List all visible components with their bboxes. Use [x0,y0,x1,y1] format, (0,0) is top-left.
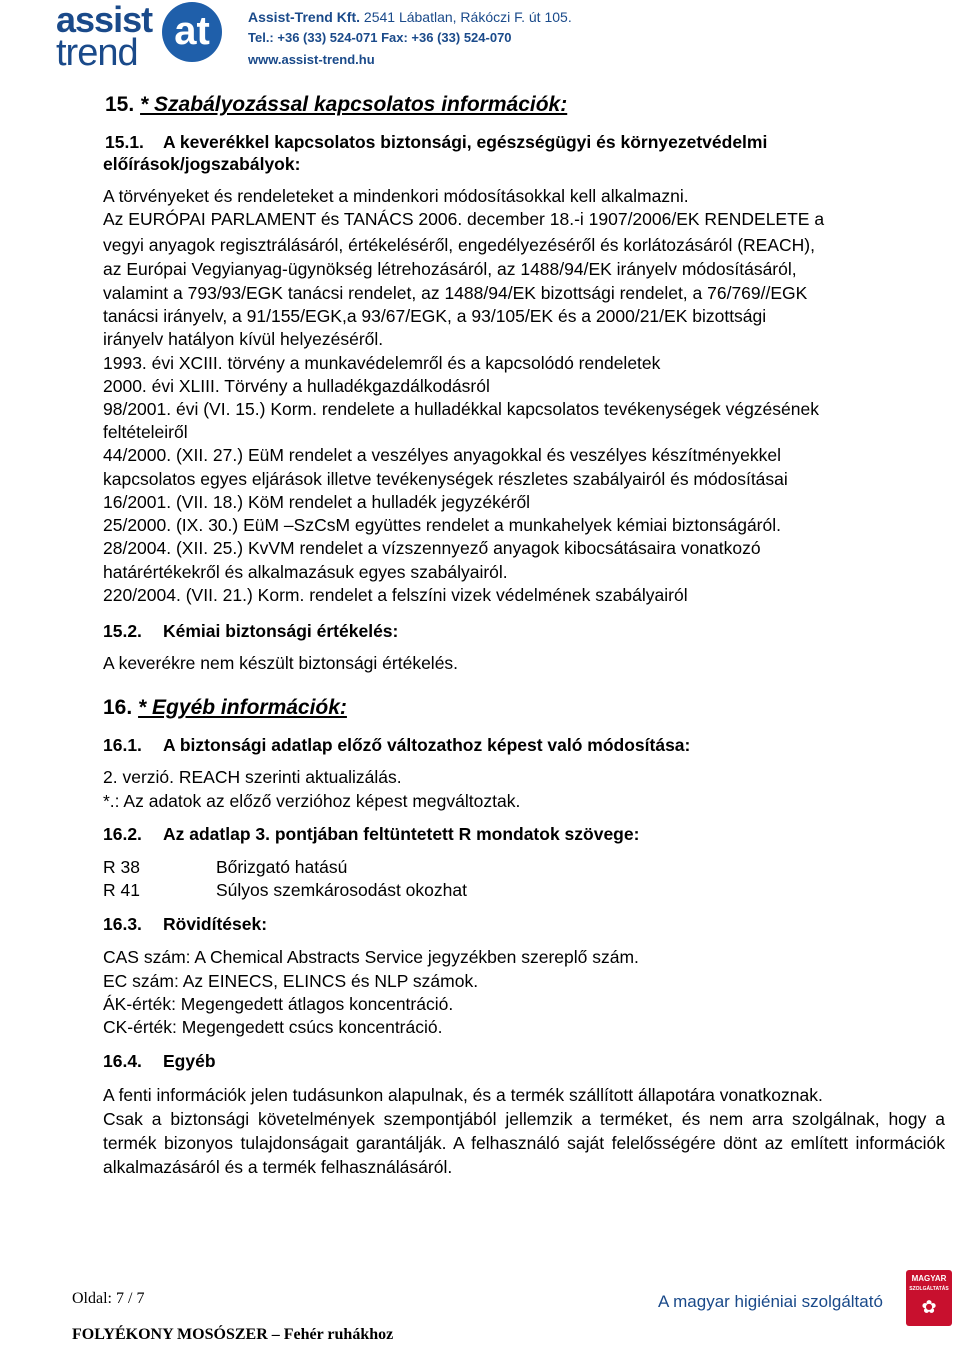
section-15-1-number: 15.1. [105,132,144,152]
r-phrase-code: R 38 [103,857,140,877]
text-line: 28/2004. (XII. 25.) KvVM rendelet a vízszennyező anyagok kibocsátásaira vonatkozó [103,538,761,558]
product-name: FOLYÉKONY MOSÓSZER – Fehér ruhákhoz [72,1326,394,1343]
text-line: 98/2001. évi (VI. 15.) Korm. rendelete a hulladékkal kapcsolatos tevékenységek végzésének [103,399,819,419]
text-line: tanácsi irányelv, a 91/155/EGK,a 93/67/EGK, a 93/105/EK és a 2000/21/EK bizottsági [103,306,767,326]
slogan: A magyar higiéniai szolgáltató [658,1292,883,1311]
text-line: 2000. évi XLIII. Törvény a hulladékgazdálkodásról [103,376,490,396]
text-line: irányelv hatályon kívül helyezéséről. [103,329,384,349]
text-line: Az EURÓPAI PARLAMENT és TANÁCS 2006. december 18.-i 1907/2006/EK RENDELETE a [103,209,825,229]
section-15-1-title-line1: A keverékkel kapcsolatos biztonsági, egészségügyi és környezetvédelmi [163,132,768,152]
section-16-2-number: 16.2. [103,824,142,844]
section-16-1-number: 16.1. [103,735,142,755]
section-16-4-paragraph: Csak a biztonsági követelmények szempontjából jellemzik a terméket, és nem arra szolgálnak, hogy a termék bizonyos tulajdonságait garantálják. A felhasználó saját felelősségére dönt az említett információk alkalmazásáról és a termék felhasználásáról. [103,1109,945,1177]
section-16-4-line1: A fenti információk jelen tudásunkon alapulnak, és a termék szállított állapotára vonatkoznak. [103,1085,823,1105]
text-line: A törvényeket és rendeleteket a mindenkori módosításokkal kell alkalmazni. [103,186,689,206]
logo-mark: at [162,2,222,62]
r-phrase-text: Súlyos szemkárosodást okozhat [216,880,467,900]
text-line: 44/2000. (XII. 27.) EüM rendelet a veszélyes anyagokkal és veszélyes készítményekkel [103,445,781,465]
magyar-szolgaltatas-badge [906,1270,952,1326]
section-15-number: 15. [105,93,135,116]
r-phrase-text: Bőrizgató hatású [216,857,348,877]
company-name: Assist-Trend Kft. [248,9,361,25]
text-line: 25/2000. (IX. 30.) EüM –SzCsM együttes rendelet a munkahelyek kémiai biztonságáról. [103,515,781,535]
logo-assist: assist [56,0,153,40]
section-15-2-title: Kémiai biztonsági értékelés: [163,621,399,641]
section-16-2-title: Az adatlap 3. pontjában feltüntetett R mondatok szövege: [163,824,640,844]
abbreviation: CK-érték: Megengedett csúcs koncentráció. [103,1017,443,1037]
text-line: valamint a 793/93/EGK tanácsi rendelet, az 1488/94/EK bizottsági rendelet, a 76/769//EGK [103,283,808,303]
section-16-3-number: 16.3. [103,914,142,934]
section-15-title: * Szabályozással kapcsolatos információk: [140,93,568,116]
section-15-2-text: A keverékre nem készült biztonsági értékelés. [103,653,459,673]
abbreviation: ÁK-érték: Megengedett átlagos koncentráció. [103,994,454,1014]
section-16-title: * Egyéb információk: [138,696,347,719]
text-line: feltételeiről [103,422,188,442]
text-line: az Európai Vegyianyag-ügynökség létrehozásáról, az 1488/94/EK irányelv módosításáról, [103,259,797,279]
text-line: 220/2004. (VII. 21.) Korm. rendelet a felszíni vizek védelmének szabályairól [103,585,688,605]
text-line: kapcsolatos egyes eljárások illetve tevékenységek részletes szabályairól és módosításai [103,469,788,489]
section-16-1-line1: 2. verzió. REACH szerinti aktualizálás. [103,767,402,787]
section-15-2-number: 15.2. [103,621,142,641]
section-16-1-line2: *.: Az adatok az előző verzióhoz képest megváltoztak. [103,791,521,811]
section-15-heading [105,94,567,116]
page-number: Oldal: 7 / 7 [72,1290,145,1307]
company-info [248,6,572,28]
company-website: www.assist-trend.hu [248,52,375,67]
company-address: 2541 Lábatlan, Rákóczi F. út 105. [363,9,572,25]
section-16-4-title: Egyéb [163,1051,216,1071]
text-line: 1993. évi XCIII. törvény a munkavédelemről és a kapcsolódó rendeletek [103,353,661,373]
logo-trend: trend [56,32,138,74]
r-phrase-code: R 41 [103,880,140,900]
section-16-number: 16. [103,696,133,719]
abbreviation: EC szám: Az EINECS, ELINCS és NLP számok. [103,971,479,991]
company-phone-fax: Tel.: +36 (33) 524-071 Fax: +36 (33) 524-070 [248,30,512,45]
abbreviation: CAS szám: A Chemical Abstracts Service jegyzékben szereplő szám. [103,947,639,967]
text-line: határértékekről és alkalmazásuk egyes szabályairól. [103,562,508,582]
text-line: vegyi anyagok regisztrálásáról, értékeléséről, engedélyezéséről és korlátozásáról (REACH), [103,235,815,255]
section-15-1-title-line2: előírások/jogszabályok: [103,154,301,174]
section-16-3-title: Rövidítések: [163,914,268,934]
text-line: 16/2001. (VII. 18.) KöM rendelet a hulladék jegyzékéről [103,492,531,512]
section-16-4-number: 16.4. [103,1051,142,1071]
badge-icon: ✿ [921,1297,937,1317]
section-16-1-title: A biztonsági adatlap előző változathoz képest való módosítása: [163,735,691,755]
badge-line2: SZOLGÁLTATÁS [909,1286,949,1292]
section-16-heading [103,697,347,719]
badge-line1: MAGYAR [911,1274,947,1283]
